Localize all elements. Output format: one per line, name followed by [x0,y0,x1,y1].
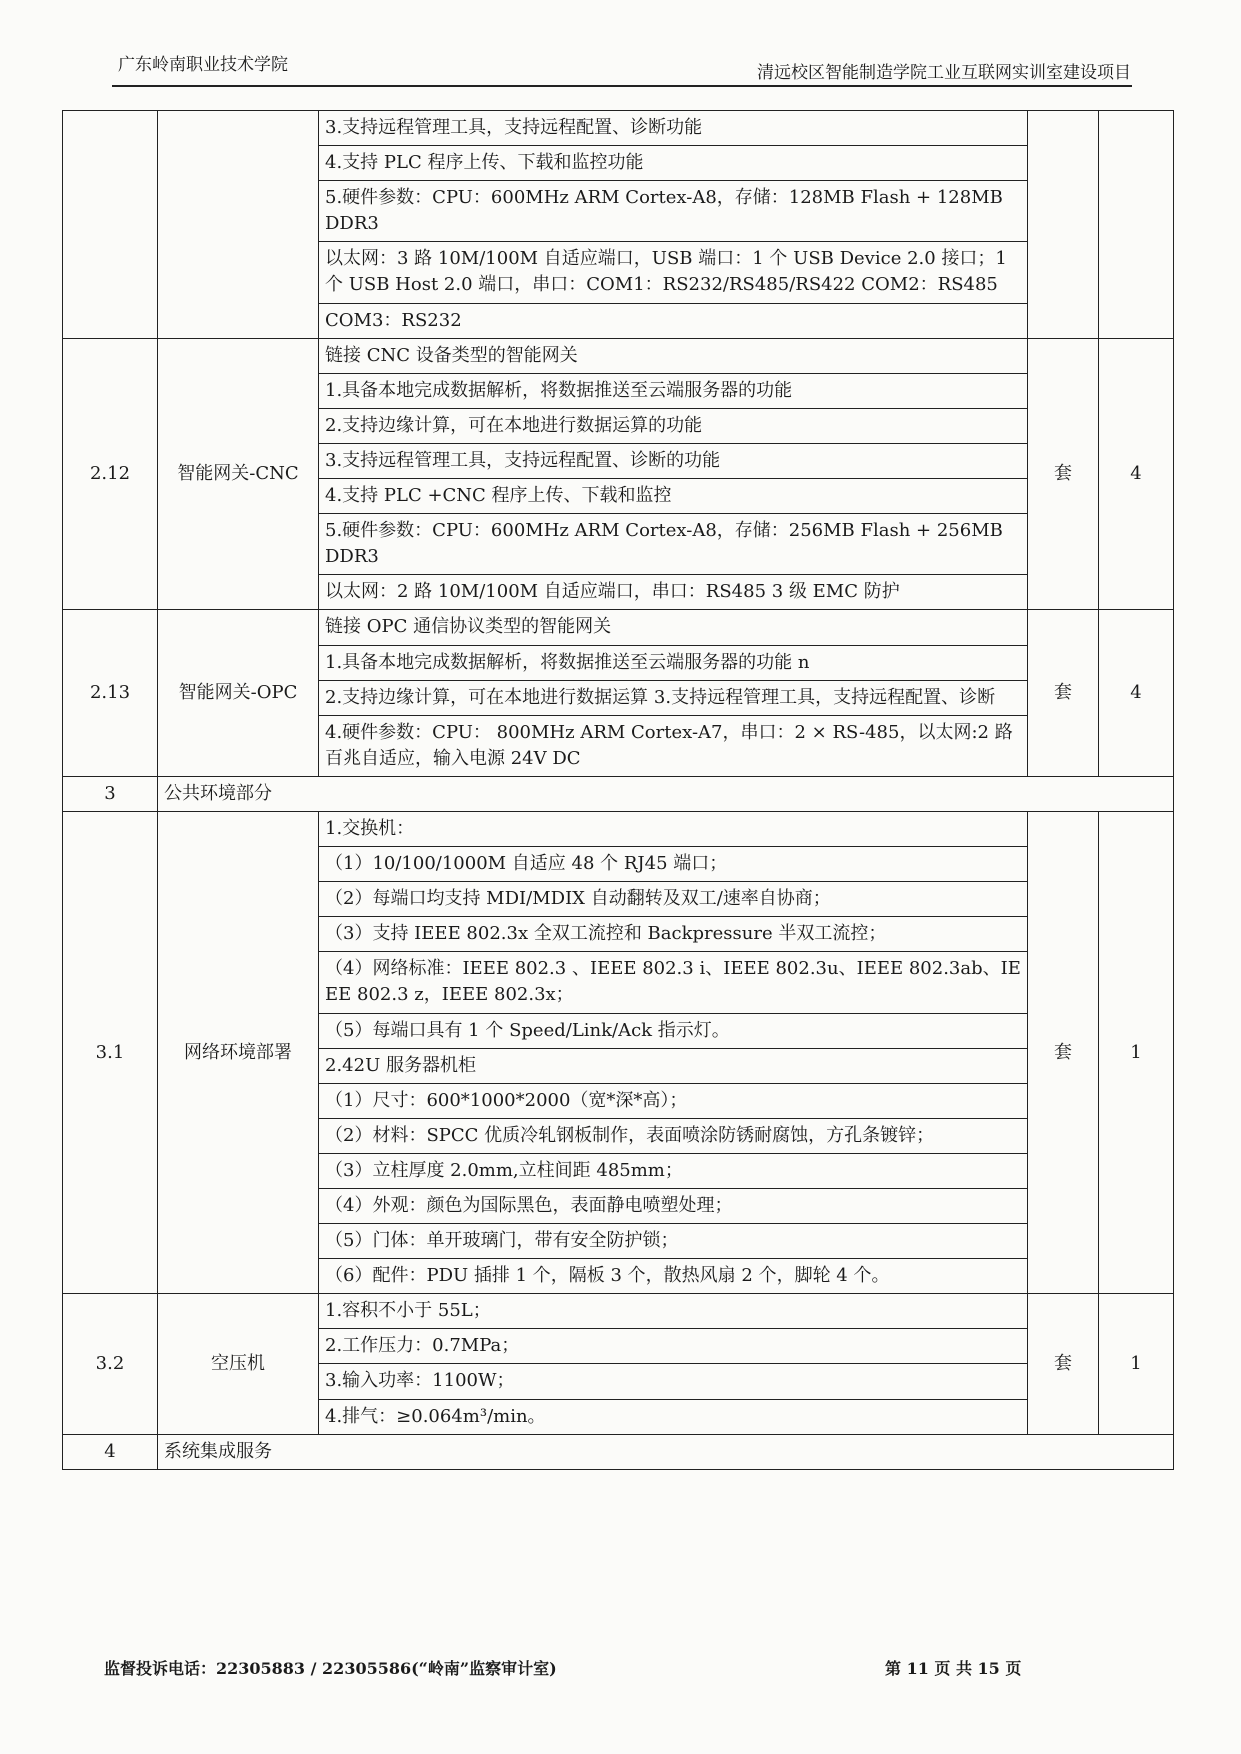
spec-line: 1.具备本地完成数据解析，将数据推送至云端服务器的功能 n [319,645,1028,680]
spec-line: 链接 OPC 通信协议类型的智能网关 [319,610,1028,645]
item-unit: 套 [1028,1294,1099,1434]
item-name: 空压机 [158,1294,319,1434]
footer-complaint-phone: 监督投诉电话：22305883 / 22305586(“岭南”监察审计室) [104,1659,557,1678]
spec-line: 4.硬件参数：CPU： 800MHz ARM Cortex-A7，串口：2 × RS-485，以太网:2 路百兆自适应，输入电源 24V DC [319,715,1028,776]
item-number: 2.13 [63,610,158,776]
item-number: 3.1 [63,811,158,1293]
spec-line: （2）每端口均支持 MDI/MDIX 自动翻转及双工/速率自协商； [319,882,1028,917]
item-quantity: 4 [1099,338,1174,610]
spec-line: COM3：RS232 [319,303,1028,338]
item-number: 3.2 [63,1294,158,1434]
spec-line: （2）材料：SPCC 优质冷轧钢板制作，表面喷涂防锈耐腐蚀，方孔条镀锌； [319,1118,1028,1153]
item-name: 网络环境部署 [158,811,319,1293]
spec-line: （4）外观：颜色为国际黑色，表面静电喷塑处理； [319,1189,1028,1224]
spec-line: 2.42U 服务器机柜 [319,1048,1028,1083]
section-title: 系统集成服务 [158,1434,1174,1469]
item-name: 智能网关-CNC [158,338,319,610]
header-divider [112,85,1132,87]
spec-line: 3.输入功率：1100W； [319,1364,1028,1399]
item-unit [1028,111,1099,339]
spec-line: 3.支持远程管理工具，支持远程配置、诊断功能 [319,111,1028,146]
section-number: 3 [63,776,158,811]
item-quantity [1099,111,1174,339]
spec-line: （1）尺寸：600*1000*2000（宽*深*高）； [319,1083,1028,1118]
item-unit: 套 [1028,338,1099,610]
spec-line: 1.容积不小于 55L； [319,1294,1028,1329]
spec-row [63,111,1174,146]
section-row [63,1434,1174,1469]
spec-line: 5.硬件参数：CPU：600MHz ARM Cortex-A8，存储：256MB Flash + 256MB DDR3 [319,514,1028,575]
spec-line: 2.支持边缘计算，可在本地进行数据运算 3.支持远程管理工具，支持远程配置、诊断 [319,680,1028,715]
spec-line: （5）门体：单开玻璃门，带有安全防护锁； [319,1224,1028,1259]
section-title: 公共环境部分 [158,776,1174,811]
spec-row [63,338,1174,373]
item-unit: 套 [1028,811,1099,1293]
item-number: 2.12 [63,338,158,610]
section-row [63,776,1174,811]
item-name [158,111,319,339]
specification-table [62,110,1174,1470]
spec-line: （6）配件：PDU 插排 1 个，隔板 3 个，散热风扇 2 个，脚轮 4 个。 [319,1259,1028,1294]
item-quantity: 1 [1099,1294,1174,1434]
item-quantity: 1 [1099,811,1174,1293]
spec-line: 2.工作压力：0.7MPa； [319,1329,1028,1364]
spec-line: 4.支持 PLC 程序上传、下载和监控功能 [319,146,1028,181]
header-school-name: 广东岭南职业技术学院 [118,55,288,75]
spec-line: （3）立柱厚度 2.0mm,立柱间距 485mm； [319,1153,1028,1188]
spec-line: 4.排气：≥0.064m³/min。 [319,1399,1028,1434]
spec-line: 以太网：2 路 10M/100M 自适应端口，串口：RS485 3 级 EMC 防护 [319,575,1028,610]
spec-row [63,610,1174,645]
spec-line: 3.支持远程管理工具，支持远程配置、诊断的功能 [319,443,1028,478]
spec-line: 链接 CNC 设备类型的智能网关 [319,338,1028,373]
spec-line: （4）网络标准：IEEE 802.3 、IEEE 802.3 i、IEEE 802.3u、IEEE 802.3ab、IEEE 802.3 z，IEEE 802.3x； [319,952,1028,1013]
section-number: 4 [63,1434,158,1469]
footer-page-number: 第 11 页 共 15 页 [885,1659,1022,1678]
item-quantity: 4 [1099,610,1174,776]
spec-line: （1）10/100/1000M 自适应 48 个 RJ45 端口； [319,847,1028,882]
spec-row [63,811,1174,846]
spec-line: 2.支持边缘计算，可在本地进行数据运算的功能 [319,408,1028,443]
spec-line: （5）每端口具有 1 个 Speed/Link/Ack 指示灯。 [319,1013,1028,1048]
spec-line: 5.硬件参数：CPU：600MHz ARM Cortex-A8，存储：128MB Flash + 128MB DDR3 [319,181,1028,242]
spec-line: 1.交换机： [319,811,1028,846]
spec-line: （3）支持 IEEE 802.3x 全双工流控和 Backpressure 半双工流控； [319,917,1028,952]
item-number [63,111,158,339]
spec-row [63,1294,1174,1329]
spec-line: 1.具备本地完成数据解析，将数据推送至云端服务器的功能 [319,373,1028,408]
item-unit: 套 [1028,610,1099,776]
item-name: 智能网关-OPC [158,610,319,776]
header-project-title: 清远校区智能制造学院工业互联网实训室建设项目 [757,63,1131,83]
spec-line: 4.支持 PLC +CNC 程序上传、下载和监控 [319,479,1028,514]
spec-line: 以太网：3 路 10M/100M 自适应端口，USB 端口：1 个 USB Device 2.0 接口；1 个 USB Host 2.0 端口，串口：COM1：RS232/RS485/RS422 COM2：RS485 [319,242,1028,303]
